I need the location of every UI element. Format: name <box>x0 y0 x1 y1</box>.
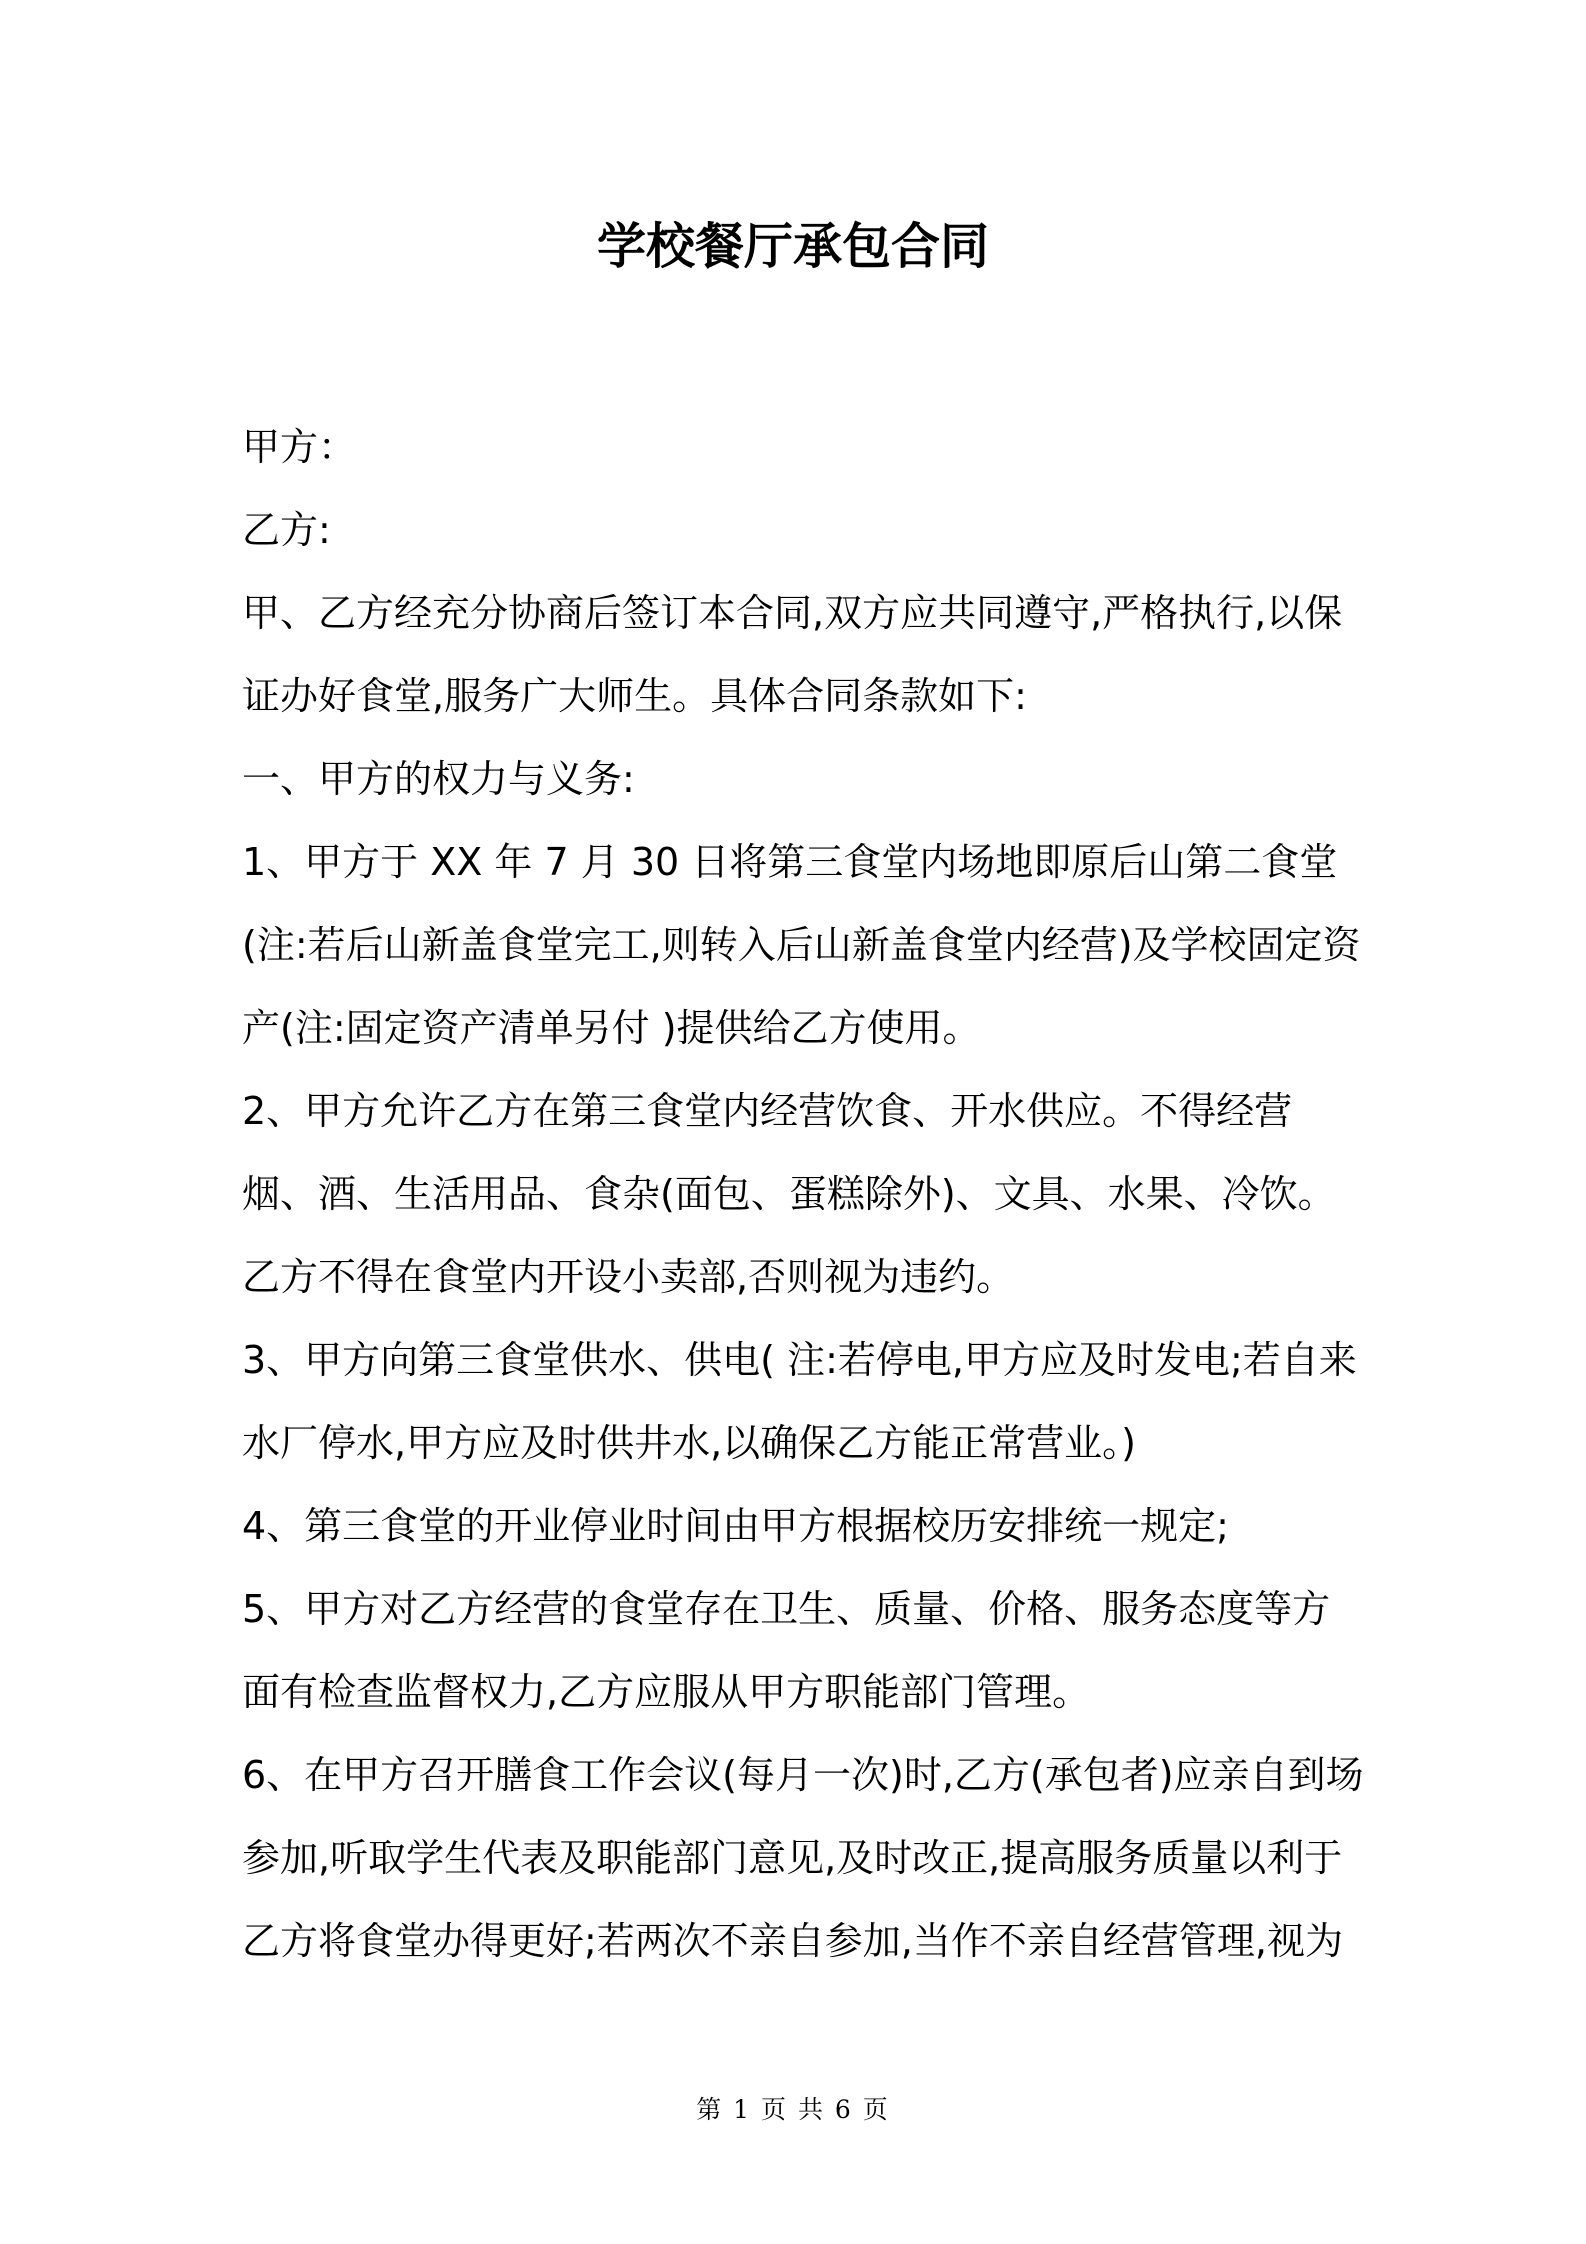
page-footer: 第 1 页 共 6 页 <box>696 2095 890 2124</box>
clause-5: 5、甲方对乙方经营的食堂存在卫生、质量、价格、服务态度等方面有检查监督权力,乙方应服从甲方职能部门管理。 <box>242 1587 1331 1714</box>
document-body <box>242 406 1367 1983</box>
clause-4: 4、第三食堂的开业停业时间由甲方根据校历安排统一规定; <box>242 1504 1229 1548</box>
clause-2: 2、甲方允许乙方在第三食堂内经营饮食、开水供应。不得经营烟、酒、生活用品、食杂(面包、蛋糕除外)、文具、水果、冷饮。乙方不得在食堂内开设小卖部,否则视为违约。 <box>242 1089 1336 1299</box>
preamble-paragraph: 甲、乙方经充分协商后签订本合同,双方应共同遵守,严格执行,以保证办好食堂,服务广大师生。具体合同条款如下: <box>242 591 1343 718</box>
party-a-line: 甲方： <box>242 425 357 469</box>
clause-1: 1、甲方于 XX 年 7 月 30 日将第三食堂内场地即原后山第二食堂(注:若后山新盖食堂完工,则转入后山新盖食堂内经营)及学校固定资产(注:固定资产清单另付 )提供给乙方使用。 <box>242 840 1361 1050</box>
section-heading: 一、甲方的权力与义务: <box>242 757 635 801</box>
party-b-line: 乙方: <box>242 508 331 552</box>
clause-6: 6、在甲方召开膳食工作会议(每月一次)时,乙方(承包者)应亲自到场参加,听取学生代表及职能部门意见,及时改正,提高服务质量以利于乙方将食堂办得更好;若两次不亲自参加,当作不亲自经营管理,视为 <box>242 1753 1364 1963</box>
clause-3: 3、甲方向第三食堂供水、供电( 注:若停电,甲方应及时发电;若自来水厂停水,甲方应及时供井水,以确保乙方能正常营业。) <box>242 1338 1357 1465</box>
document-title: 学校餐厅承包合同 <box>596 218 989 275</box>
